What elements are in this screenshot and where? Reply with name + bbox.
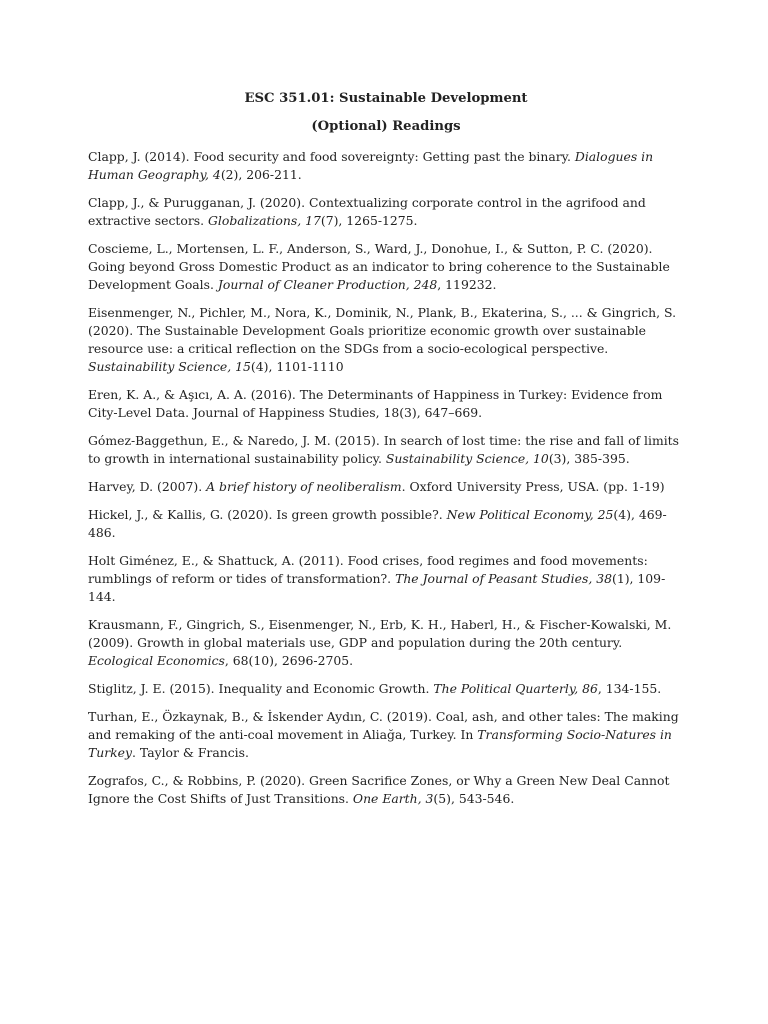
reference-source: Sustainability Science, 10 <box>385 451 549 466</box>
reference-source: Ecological Economics <box>88 653 225 668</box>
reference-text: (4), 1101-1110 <box>250 359 344 374</box>
reference-item <box>88 148 684 184</box>
reference-source: Transforming Socio-Natures in Turkey <box>88 727 672 760</box>
reference-text: Clapp, J., & Purugganan, J. (2020). Contextualizing corporate control in the agrifood and extractive sectors. <box>88 195 646 228</box>
reference-source: A brief history of neoliberalism <box>206 479 402 494</box>
reference-text: Gómez-Baggethun, E., & Naredo, J. M. (2015). In search of lost time: the rise and fall of limits to growth in international sustainability policy. <box>88 433 680 466</box>
reference-text: . Taylor & Francis. <box>132 745 249 760</box>
reference-item <box>88 616 684 670</box>
reference-text: Turhan, E., Özkaynak, B., & İskender Aydın, C. (2019). Coal, ash, and other tales: The making and remaking of the anti-coal movement in Aliağa, Turkey. In <box>88 709 679 742</box>
reference-text: Coscieme, L., Mortensen, L. F., Anderson, S., Ward, J., Donohue, I., & Sutton, P. C. (2020). Going beyond Gross Domestic Product as an indicator to bring coherence to the Sustainable Development Goals. <box>88 241 670 292</box>
document-subtitle: (Optional) Readings <box>311 119 461 134</box>
reference-item <box>88 432 684 468</box>
reference-source: Journal of Cleaner Production, 248 <box>217 277 438 292</box>
reference-item <box>88 386 684 422</box>
reference-source: Sustainability Science, 15 <box>88 359 251 374</box>
reference-text: Eren, K. A., & Aşıcı, A. A. (2016). The Determinants of Happiness in Turkey: Evidence from City-Level Data. Journal of Happiness Studies, 18(3), 647–669. <box>88 387 663 420</box>
reference-text: Harvey, D. (2007). <box>88 479 207 494</box>
reference-text: (7), 1265-1275. <box>320 213 418 228</box>
reference-text: Zografos, C., & Robbins, P. (2020). Green Sacrifice Zones, or Why a Green New Deal Cannot Ignore the Cost Shifts of Just Transitions. <box>88 773 670 806</box>
reference-text: , 134-155. <box>597 681 662 696</box>
reference-text: , 68(10), 2696-2705. <box>224 653 354 668</box>
reference-text: Hickel, J., & Kallis, G. (2020). Is green growth possible?. <box>88 507 447 522</box>
reference-item <box>88 194 684 230</box>
reference-item <box>88 478 684 496</box>
reference-item <box>88 680 684 698</box>
reference-source: Globalizations, 17 <box>208 213 321 228</box>
reference-source: The Political Quarterly, 86 <box>433 681 598 696</box>
reference-text: . Oxford University Press, USA. (pp. 1-19) <box>401 479 665 494</box>
reference-text: Clapp, J. (2014). Food security and food sovereignty: Getting past the binary. <box>88 149 575 164</box>
document-title: ESC 351.01: Sustainable Development <box>244 91 528 106</box>
reference-text: (5), 543-546. <box>433 791 515 806</box>
reference-text: (3), 385-395. <box>548 451 630 466</box>
reference-text: Eisenmenger, N., Pichler, M., Nora, K., Dominik, N., Plank, B., Ekaterina, S., ... & Gingrich, S. (2020). The Sustainable Development Goals prioritize economic growth over sustainable resource use: a critical reflection on the SDGs from a socio-ecological perspective. <box>88 305 677 356</box>
reference-list <box>88 148 684 808</box>
reference-text: Krausmann, F., Gingrich, S., Eisenmenger, N., Erb, K. H., Haberl, H., & Fischer-Kowalski, M. (2009). Growth in global materials use, GDP and population during the 20th century. <box>88 617 672 650</box>
reference-text: Holt Giménez, E., & Shattuck, A. (2011). Food crises, food regimes and food movements: rumblings of reform or tides of transformation?. <box>88 553 648 586</box>
reference-source: New Political Economy, 25 <box>446 507 614 522</box>
reference-item <box>88 506 684 542</box>
reference-text: , 119232. <box>437 277 497 292</box>
reference-text: (4), 469-486. <box>88 507 667 540</box>
reference-item <box>88 304 684 376</box>
reference-item <box>88 772 684 808</box>
reference-item <box>88 552 684 606</box>
reference-source: The Journal of Peasant Studies, 38 <box>395 571 612 586</box>
reference-source: Dialogues in Human Geography, 4 <box>88 149 654 182</box>
reference-text: (2), 206-211. <box>220 167 302 182</box>
reference-source: One Earth, 3 <box>352 791 434 806</box>
reference-item <box>88 708 684 762</box>
reference-text: Stiglitz, J. E. (2015). Inequality and Economic Growth. <box>88 681 434 696</box>
reference-text: (1), 109-144. <box>88 571 666 604</box>
reference-item <box>88 240 684 294</box>
